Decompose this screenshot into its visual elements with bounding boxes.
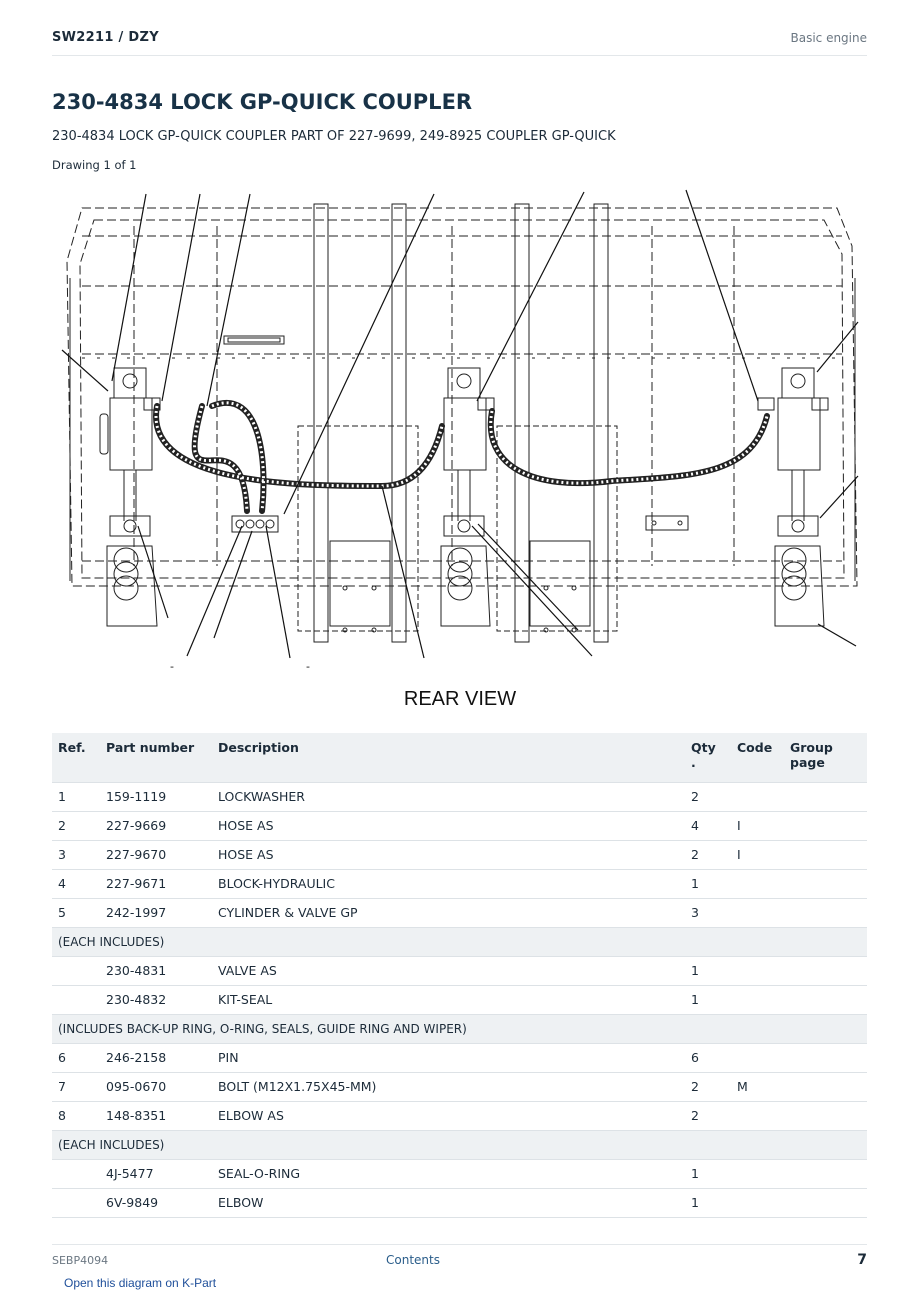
kpart-diagram-link[interactable]: Open this diagram on K-Part [64,1276,217,1290]
cell-qty: 2 [685,782,731,811]
table-row [52,1188,867,1217]
cell-qty: 6 [685,1043,731,1072]
table-header-row [52,733,867,782]
header-qty: Qty . [685,733,731,782]
cell-qty: 1 [685,985,731,1014]
cell-qty: 3 [685,898,731,927]
cell-group-page [784,898,867,927]
section-name: Basic engine [790,31,867,45]
note-text: (EACH INCLUDES) [52,927,867,956]
table-row [52,840,867,869]
cell-part-number: 230-4832 [100,985,212,1014]
table-row [52,956,867,985]
cell-qty: 2 [685,1101,731,1130]
cell-code: I [731,840,784,869]
cell-part-number: 6V-9849 [100,1188,212,1217]
table-row [52,1101,867,1130]
table-row [52,811,867,840]
cell-ref: 3 [52,840,100,869]
table-row [52,1043,867,1072]
cell-description: KIT-SEAL [212,985,685,1014]
upright-1 [314,204,328,642]
header-group-page: Group page [784,733,867,782]
cell-code [731,1188,784,1217]
cell-qty: 1 [685,1159,731,1188]
cell-group-page [784,956,867,985]
cell-ref [52,1188,100,1217]
table-row [52,898,867,927]
cell-part-number: 230-4831 [100,956,212,985]
cell-group-page [784,1188,867,1217]
hose-2 [195,406,247,511]
page-title: 230-4834 LOCK GP-QUICK COUPLER [52,90,473,114]
cell-part-number: 246-2158 [100,1043,212,1072]
table-row [52,1072,867,1101]
cell-qty: 1 [685,1188,731,1217]
cell-description: PIN [212,1043,685,1072]
cell-group-page [784,1101,867,1130]
cell-group-page [784,1159,867,1188]
table-note-row [52,1014,867,1043]
hydraulic-block [232,516,278,532]
table-row [52,869,867,898]
parts-diagram [52,186,867,672]
cylinder-center [441,368,494,626]
cell-ref: 4 [52,869,100,898]
cell-qty: 4 [685,811,731,840]
note-text: (INCLUDES BACK-UP RING, O-RING, SEALS, GUIDE RING AND WIPER) [52,1014,867,1043]
table-row [52,985,867,1014]
page-header [52,28,867,56]
cell-part-number: 227-9671 [100,869,212,898]
cell-qty: 2 [685,840,731,869]
cell-code [731,898,784,927]
cell-ref: 8 [52,1101,100,1130]
cell-group-page [784,811,867,840]
cell-part-number: 095-0670 [100,1072,212,1101]
page-footer [52,1244,867,1274]
cell-group-page [784,782,867,811]
cell-ref [52,1159,100,1188]
cell-description: BLOCK-HYDRAULIC [212,869,685,898]
cell-ref: 7 [52,1072,100,1101]
callout-mark-1: - [170,660,174,672]
contents-link[interactable]: Contents [386,1253,440,1267]
cell-group-page [784,1072,867,1101]
note-text: (EACH INCLUDES) [52,1130,867,1159]
cell-part-number: 159-1119 [100,782,212,811]
cell-description: LOCKWASHER [212,782,685,811]
cell-part-number: 148-8351 [100,1101,212,1130]
cell-ref: 1 [52,782,100,811]
cell-code [731,1101,784,1130]
cell-ref: 2 [52,811,100,840]
cell-code [731,1043,784,1072]
drawing-label: Drawing 1 of 1 [52,158,137,172]
cell-group-page [784,869,867,898]
publication-number: SEBP4094 [52,1254,109,1267]
cell-description: ELBOW AS [212,1101,685,1130]
cell-code [731,985,784,1014]
page-subtitle: 230-4834 LOCK GP-QUICK COUPLER PART OF 227-9699, 249-8925 COUPLER GP-QUICK [52,129,616,144]
cell-description: ELBOW [212,1188,685,1217]
cell-code [731,956,784,985]
cell-group-page [784,1043,867,1072]
header-ref: Ref. [52,733,100,782]
hose-3 [491,411,767,483]
cylinder-left [100,368,160,626]
cell-part-number: 227-9670 [100,840,212,869]
cell-group-page [784,985,867,1014]
parts-table [52,733,867,1218]
cell-qty: 2 [685,1072,731,1101]
header-part-number: Part number [100,733,212,782]
cell-qty: 1 [685,869,731,898]
cell-ref: 5 [52,898,100,927]
header-description: Description [212,733,685,782]
header-code: Code [731,733,784,782]
cell-group-page [784,840,867,869]
cell-description: HOSE AS [212,840,685,869]
cell-code: M [731,1072,784,1101]
cell-description: VALVE AS [212,956,685,985]
cylinder-right [758,368,828,626]
cell-code [731,1159,784,1188]
cell-part-number: 4J-5477 [100,1159,212,1188]
cell-description: HOSE AS [212,811,685,840]
cell-code: I [731,811,784,840]
cell-description: CYLINDER & VALVE GP [212,898,685,927]
frame-outline [67,208,857,586]
callout-mark-2: - [306,660,310,672]
cell-ref: 6 [52,1043,100,1072]
cell-part-number: 242-1997 [100,898,212,927]
cell-part-number: 227-9669 [100,811,212,840]
page-number: 7 [857,1252,867,1268]
table-note-row [52,927,867,956]
view-label: REAR VIEW [403,688,517,710]
cell-description: SEAL-O-RING [212,1159,685,1188]
cell-ref [52,956,100,985]
doc-code: SW2211 / DZY [52,30,159,45]
cell-qty: 1 [685,956,731,985]
cell-code [731,782,784,811]
cell-ref [52,985,100,1014]
cell-code [731,869,784,898]
cell-description: BOLT (M12X1.75X45-MM) [212,1072,685,1101]
table-row [52,1159,867,1188]
table-row [52,782,867,811]
table-note-row [52,1130,867,1159]
